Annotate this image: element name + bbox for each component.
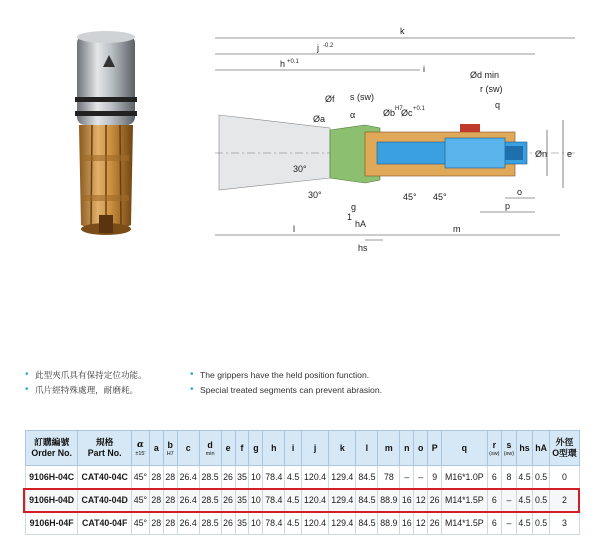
header-main: d	[207, 439, 213, 450]
table-cell: 35	[235, 466, 249, 489]
table-cell: 12	[414, 512, 428, 535]
table-cell: 9	[428, 466, 442, 489]
table-cell: 10	[249, 489, 263, 512]
notes-chinese	[25, 367, 147, 397]
table-cell: 4.5	[516, 466, 533, 489]
col-header	[235, 431, 249, 466]
table-cell: 84.5	[356, 489, 378, 512]
header-sub: ±15'	[135, 451, 146, 457]
table-cell: 28	[163, 466, 177, 489]
dim-one: 1	[347, 212, 353, 222]
bullet-icon: •	[25, 369, 29, 380]
dim-s: s (sw)	[350, 92, 374, 102]
table-cell: 0.5	[533, 466, 550, 489]
header-main: l	[365, 442, 369, 453]
col-header	[378, 431, 400, 466]
part-no-cell: CAT40-04C	[78, 466, 132, 489]
table-cell: 45°	[132, 466, 150, 489]
col-header	[442, 431, 487, 466]
table-cell: 129.4	[329, 512, 356, 535]
table-cell: 45°	[132, 489, 150, 512]
dim-r: r (sw)	[480, 84, 503, 94]
table-row	[26, 466, 580, 489]
col-header	[329, 431, 356, 466]
table-cell: 6	[487, 489, 502, 512]
dim-c: Øc	[401, 108, 413, 118]
col-header	[516, 431, 533, 466]
table-cell: 129.4	[329, 489, 356, 512]
col-header	[533, 431, 550, 466]
table-cell: 28	[149, 466, 163, 489]
dim-a: Øa	[313, 114, 326, 124]
col-header	[285, 431, 302, 466]
header-main: q	[461, 442, 467, 453]
table-cell: 6	[487, 466, 502, 489]
table-cell: 0.5	[533, 512, 550, 535]
table-cell: 4.5	[285, 466, 302, 489]
table-cell: 4.5	[516, 512, 533, 535]
note-zh-1: 此型夾爪具有保持定位功能。	[35, 369, 147, 380]
col-header	[132, 431, 150, 466]
header-sub: H7	[166, 450, 174, 457]
table-cell: 35	[235, 489, 249, 512]
col-header	[549, 431, 579, 466]
note-en-1: The grippers have the held position function.	[200, 369, 370, 380]
header-main: 規格	[95, 437, 114, 447]
header-sub: min	[205, 450, 215, 457]
table-cell: 12	[414, 489, 428, 512]
header-main: r	[492, 439, 497, 450]
order-no-cell: 9106H-04D	[26, 489, 78, 512]
part-no-cell: CAT40-04D	[78, 489, 132, 512]
table-cell: M16*1.0P	[442, 466, 487, 489]
dim-h-tol: +0.1	[287, 59, 299, 65]
dim-hA: hA	[355, 219, 367, 229]
table-cell: 26.4	[177, 466, 199, 489]
table-cell: 10	[249, 466, 263, 489]
dim-hs: hs	[358, 243, 368, 253]
table-cell: 120.4	[301, 466, 328, 489]
angle-45-b: 45°	[433, 192, 447, 202]
header-main: α	[137, 440, 144, 450]
table-cell: 78.4	[263, 489, 285, 512]
dim-p: p	[505, 201, 511, 211]
table-body	[26, 466, 580, 535]
table-row	[26, 512, 580, 535]
table-cell: –	[502, 512, 517, 535]
table-cell: 26	[428, 512, 442, 535]
notes-english	[190, 367, 382, 397]
table-cell: 26	[221, 489, 235, 512]
dim-o: o	[517, 187, 523, 197]
header-sub: Order No.	[31, 448, 72, 458]
table-cell: M14*1.5P	[442, 512, 487, 535]
dim-q: q	[495, 100, 501, 110]
table-cell: 26.4	[177, 489, 199, 512]
table-cell: 84.5	[356, 466, 378, 489]
table-cell: M14*1.5P	[442, 489, 487, 512]
header-main: P	[431, 442, 438, 453]
table-cell: 35	[235, 512, 249, 535]
table-cell: 78	[378, 466, 400, 489]
header-main: k	[339, 442, 345, 453]
dim-alpha: α	[350, 110, 356, 120]
col-header	[163, 431, 177, 466]
table-cell: 78.4	[263, 512, 285, 535]
header-main: h	[271, 442, 277, 453]
header-main: b	[167, 439, 173, 450]
table-cell: 6	[487, 512, 502, 535]
dim-m: m	[453, 224, 461, 234]
dim-k: k	[400, 26, 405, 36]
technical-drawing	[205, 20, 590, 260]
header-sub: (sw)	[489, 450, 500, 457]
bullet-icon: •	[190, 384, 194, 395]
header-main: o	[418, 442, 424, 453]
table-cell: 88.9	[378, 489, 400, 512]
header-main: 訂購編號	[34, 437, 70, 447]
table-cell: 3	[549, 512, 579, 535]
header-main: 外徑	[555, 437, 574, 447]
table-cell: 28	[149, 512, 163, 535]
dim-b-tol: H7	[395, 106, 403, 112]
dim-c-tol: +0.1	[413, 106, 425, 112]
col-header	[26, 431, 78, 466]
header-main: hA	[535, 442, 547, 453]
table-cell: 28.5	[199, 489, 221, 512]
header-main: j	[313, 442, 317, 453]
header-sub: (sw)	[503, 450, 515, 457]
col-header	[221, 431, 235, 466]
table-row	[26, 489, 580, 512]
angle-30-b: 30°	[308, 190, 322, 200]
header-main: i	[291, 442, 295, 453]
table-cell: 26	[428, 489, 442, 512]
table-cell: –	[502, 489, 517, 512]
table-cell: 120.4	[301, 489, 328, 512]
table-cell: 88.9	[378, 512, 400, 535]
col-header	[414, 431, 428, 466]
dim-n: Øn	[535, 149, 548, 159]
part-no-cell: CAT40-04F	[78, 512, 132, 535]
col-header	[263, 431, 285, 466]
note-zh-2: 爪片經特殊處理，耐磨耗。	[35, 384, 139, 395]
table-cell: 4.5	[285, 489, 302, 512]
table-cell: 0.5	[533, 489, 550, 512]
table-cell: 45°	[132, 512, 150, 535]
dim-f: Øf	[325, 94, 335, 104]
table-cell: 78.4	[263, 466, 285, 489]
product-photo	[55, 25, 175, 275]
col-header	[502, 431, 517, 466]
table-cell: 4.5	[285, 512, 302, 535]
header-main: hs	[519, 442, 530, 453]
table-cell: 2	[549, 489, 579, 512]
table-cell: –	[400, 466, 414, 489]
header-main: f	[240, 442, 244, 453]
table-cell: 28.5	[199, 466, 221, 489]
col-header	[428, 431, 442, 466]
col-header	[149, 431, 163, 466]
header-main: c	[185, 442, 191, 453]
order-no-cell: 9106H-04C	[26, 466, 78, 489]
angle-45-a: 45°	[403, 192, 417, 202]
header-main: g	[253, 442, 259, 453]
header-sub: O型環	[552, 448, 577, 458]
table-cell: 28	[163, 512, 177, 535]
table-cell: 4.5	[516, 489, 533, 512]
table-cell: 0	[549, 466, 579, 489]
spec-table	[25, 430, 580, 535]
header-sub: Part No.	[87, 448, 122, 458]
header-main: a	[153, 442, 159, 453]
dim-h: h	[280, 59, 286, 69]
angle-30-a: 30°	[293, 164, 307, 174]
table-cell: 10	[249, 512, 263, 535]
dim-d: Ød min	[470, 70, 500, 80]
table-cell: 26.4	[177, 512, 199, 535]
dim-b: Øb	[383, 108, 396, 118]
col-header	[400, 431, 414, 466]
col-header	[487, 431, 502, 466]
header-main: m	[384, 442, 393, 453]
col-header	[78, 431, 132, 466]
table-cell: –	[414, 466, 428, 489]
table-cell: 16	[400, 489, 414, 512]
dim-i: i	[423, 64, 425, 74]
col-header	[301, 431, 328, 466]
dim-l: l	[293, 224, 295, 234]
table-cell: 26	[221, 466, 235, 489]
table-cell: 16	[400, 512, 414, 535]
table-cell: 84.5	[356, 512, 378, 535]
dim-j-tol: -0.2	[323, 43, 334, 49]
order-no-cell: 9106H-04F	[26, 512, 78, 535]
table-header-row	[26, 431, 580, 466]
note-en-2: Special treated segments can prevent abrasion.	[200, 384, 383, 395]
table-cell: 28.5	[199, 512, 221, 535]
dim-g: g	[351, 202, 357, 212]
header-main: n	[404, 442, 410, 453]
table-cell: 26	[221, 512, 235, 535]
col-header	[199, 431, 221, 466]
table-cell: 28	[163, 489, 177, 512]
bullet-icon: •	[25, 384, 29, 395]
header-main: s	[506, 439, 512, 450]
table-cell: 120.4	[301, 512, 328, 535]
table-cell: 129.4	[329, 466, 356, 489]
col-header	[249, 431, 263, 466]
col-header	[356, 431, 378, 466]
dim-e: e	[567, 149, 573, 159]
table-cell: 28	[149, 489, 163, 512]
dim-j: j	[317, 43, 319, 53]
header-main: e	[225, 442, 231, 453]
bullet-icon: •	[190, 369, 194, 380]
col-header	[177, 431, 199, 466]
table-cell: 8	[502, 466, 517, 489]
